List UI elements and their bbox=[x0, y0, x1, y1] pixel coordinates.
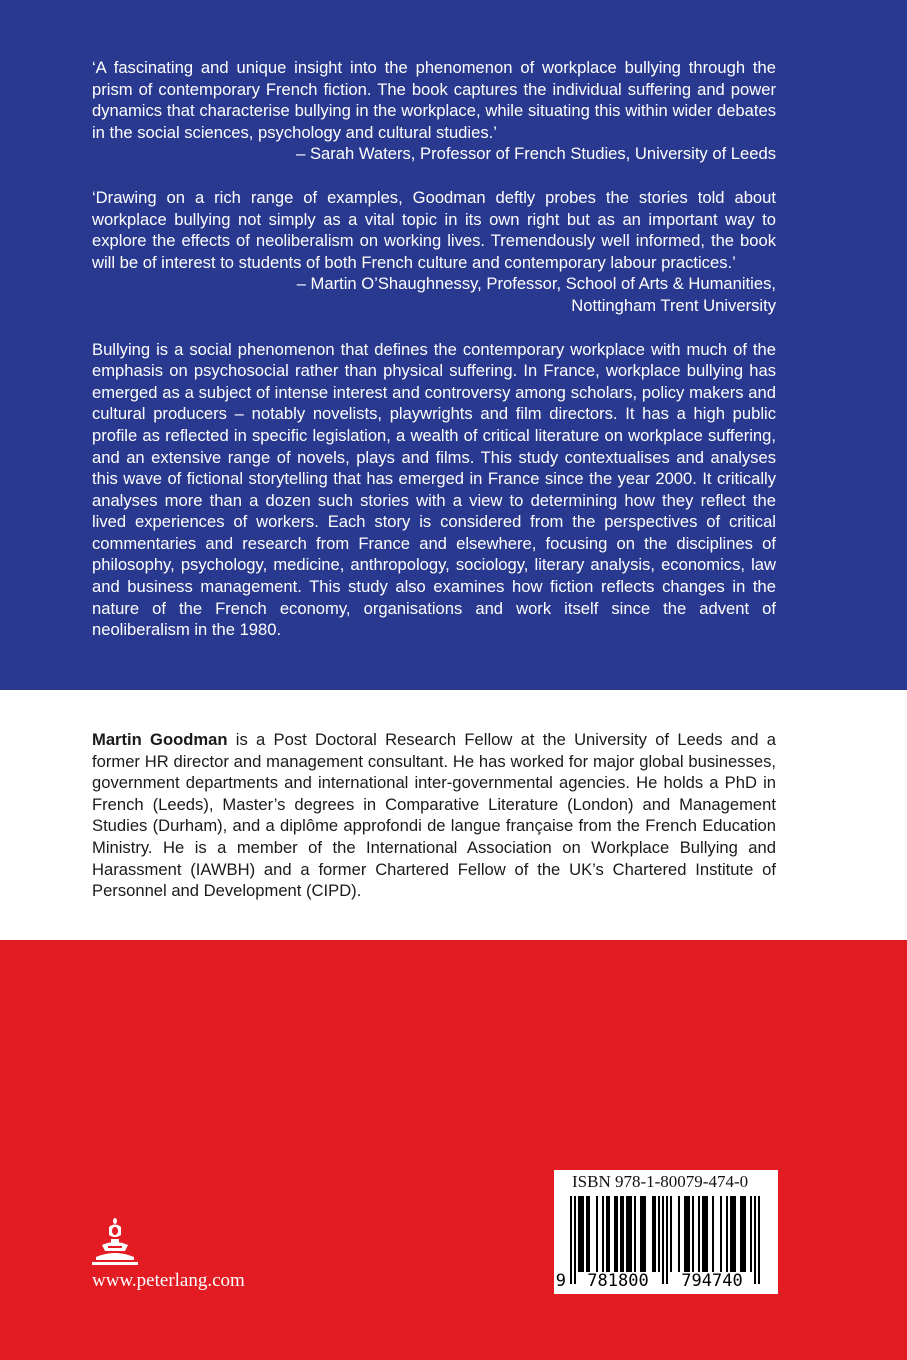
barcode-left-digits: 781800 bbox=[587, 1271, 649, 1291]
barcode-bar bbox=[670, 1196, 672, 1272]
barcode-bar bbox=[640, 1196, 642, 1272]
barcode-bar bbox=[740, 1196, 742, 1272]
barcode-bar bbox=[596, 1196, 598, 1272]
author-bio-text: is a Post Doctoral Research Fellow at the University of Leeds and a former HR director and management consultant. He has worked for major global businesses, government departments and international inter-governmental agencies. He holds a PhD in French (Leeds), Master’s degrees in Comparative Literature (London) and Management Studies (Durham), and a diplôme approfondi de langue française from the French Education Ministry. He is a member of the International Association on Workplace Bullying and Harassment (IAWBH) and a former Chartered Fellow of the UK’s Chartered Institute of Personnel and Development (CIPD). bbox=[92, 730, 776, 901]
peter-lang-lantern-icon bbox=[92, 1217, 138, 1265]
barcode-bar bbox=[616, 1196, 618, 1272]
barcode-bar bbox=[652, 1196, 654, 1272]
quote-1-attribution: – Sarah Waters, Professor of French Studies, University of Leeds bbox=[296, 144, 776, 164]
barcode-bar bbox=[702, 1196, 704, 1272]
barcode-bar bbox=[578, 1196, 580, 1272]
barcode-bar bbox=[630, 1196, 632, 1272]
author-bio bbox=[92, 729, 776, 902]
barcode-bar bbox=[692, 1196, 694, 1272]
barcode-right-digits: 794740 bbox=[681, 1271, 743, 1291]
barcode-bar bbox=[662, 1196, 664, 1284]
barcode-bar bbox=[754, 1196, 756, 1284]
barcode-bar bbox=[744, 1196, 746, 1272]
author-name: Martin Goodman bbox=[92, 730, 228, 749]
barcode-bar bbox=[732, 1196, 734, 1272]
barcode-bar bbox=[658, 1196, 660, 1272]
barcode-bar bbox=[730, 1196, 732, 1272]
barcode-bar bbox=[628, 1196, 630, 1272]
barcode-bar bbox=[686, 1196, 688, 1272]
quote-2-attribution-line-2: Nottingham Trent University bbox=[571, 295, 776, 315]
barcode-bar bbox=[758, 1196, 760, 1284]
barcode-bar bbox=[620, 1196, 622, 1272]
review-quote-2 bbox=[92, 187, 776, 317]
barcode-bar bbox=[588, 1196, 590, 1272]
quote-1-text: ‘A fascinating and unique insight into the phenomenon of workplace bullying through the prism of contemporary French fiction. The book captures the individual suffering and power dynamics that characterise bullying in the workplace, while situating this within wider debates in the social sciences, psychology and cultural studies.’ bbox=[92, 58, 776, 142]
publisher-url: www.peterlang.com bbox=[92, 1270, 245, 1291]
barcode-bar bbox=[704, 1196, 706, 1272]
barcode-bar bbox=[622, 1196, 624, 1272]
isbn-label: ISBN 978-1-80079-474-0 bbox=[572, 1172, 749, 1191]
quote-2-attribution-line-1: – Martin O’Shaughnessy, Professor, School of Arts & Humanities, bbox=[296, 274, 776, 294]
barcode-bar bbox=[726, 1196, 728, 1272]
barcode-bar bbox=[602, 1196, 604, 1272]
barcode-bar bbox=[698, 1196, 700, 1272]
red-panel bbox=[0, 940, 907, 1360]
barcode-bar bbox=[734, 1196, 736, 1272]
barcode-bar bbox=[678, 1196, 680, 1272]
barcode-bar bbox=[580, 1196, 582, 1272]
barcode-bar bbox=[644, 1196, 646, 1272]
barcode-bar bbox=[608, 1196, 610, 1272]
barcode-bar bbox=[586, 1196, 588, 1272]
barcode-bar bbox=[654, 1196, 656, 1272]
barcode-bar bbox=[712, 1196, 714, 1272]
barcode-bar bbox=[642, 1196, 644, 1272]
barcode-bar bbox=[570, 1196, 572, 1284]
quote-2-text: ‘Drawing on a rich range of examples, Goodman deftly probes the stories told about workplace bullying not simply as a vital topic in its own right but as an important way to explore the effects of neoliberalism on working lives. Tremendously well informed, the book will be of interest to students of both French culture and contemporary labour practices.’ bbox=[92, 187, 776, 272]
barcode-bar bbox=[634, 1196, 636, 1272]
barcode-first-digit: 9 bbox=[555, 1271, 566, 1291]
barcode-bar bbox=[750, 1196, 752, 1272]
barcode-bar bbox=[574, 1196, 576, 1284]
barcode-bar bbox=[666, 1196, 668, 1284]
blurb-column bbox=[92, 57, 776, 641]
barcode-bar bbox=[614, 1196, 616, 1272]
book-description: Bullying is a social phenomenon that defines the contemporary workplace with much of the emphasis on psychosocial rather than physical suffering. In France, workplace bullying has emerged as a subject of intense interest and controversy among scholars, policy makers and cultural producers – notably novelists, playwrights and film directors. It has a high public profile as reflected in specific legislation, a wealth of critical literature on workplace suffering, and an extensive range of novels, plays and films. This study contextualises and analyses this wave of fictional storytelling that has emerged in France since the year 2000. It critically analyses more than a dozen such stories with a view to determining how they reflect the lived experiences of workers. Each story is considered from the perspectives of critical commentaries and research from France and elsewhere, focusing on the disciplines of philosophy, psychology, medicine, anthropology, sociology, literary analysis, economics, law and business management. This study also examines how fiction reflects changes in the nature of the French economy, organisations and work itself since the advent of neoliberalism in the 1980. bbox=[92, 339, 776, 640]
barcode-bar bbox=[684, 1196, 686, 1272]
barcode-bar bbox=[706, 1196, 708, 1272]
barcode-bar bbox=[606, 1196, 608, 1272]
barcode-bar bbox=[688, 1196, 690, 1272]
isbn-barcode bbox=[554, 1170, 778, 1294]
author-bio-section bbox=[92, 729, 776, 902]
barcode-bar bbox=[626, 1196, 628, 1272]
barcode-bar bbox=[742, 1196, 744, 1272]
barcode-bar bbox=[582, 1196, 584, 1272]
review-quote-1 bbox=[92, 57, 776, 165]
barcode-bar bbox=[720, 1196, 722, 1272]
